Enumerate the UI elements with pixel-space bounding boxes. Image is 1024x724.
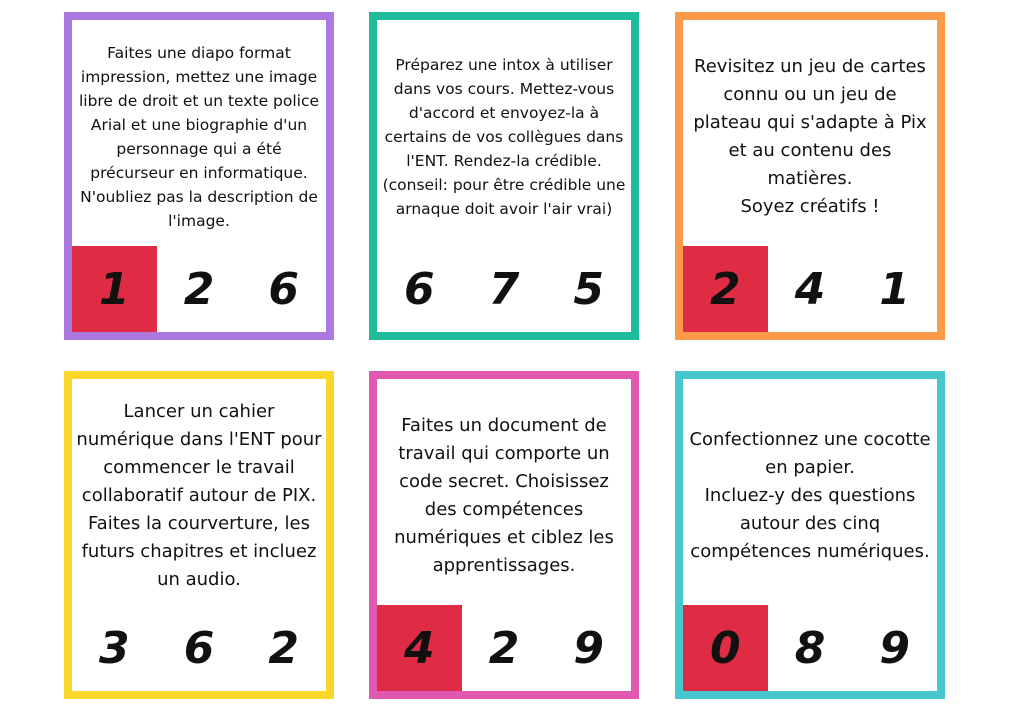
card-text-box (377, 20, 631, 254)
number-cell: 4 (768, 246, 853, 332)
number-cell: 2 (462, 605, 547, 691)
number-cell-highlighted: 2 (683, 246, 768, 332)
card-text-box (72, 20, 326, 254)
number-cell: 5 (546, 246, 631, 332)
activity-card-2 (369, 12, 639, 340)
number-cell: 8 (768, 605, 853, 691)
number-cell: 9 (546, 605, 631, 691)
card-instructions: Lancer un cahier numérique dans l'ENT pour commencer le travail collaboratif autour de PIX. Faites la courverture, les futurs chapitres et incluez un audio. (76, 401, 322, 590)
card-text-box (683, 379, 937, 613)
card-number-row (72, 605, 326, 691)
number-cell: 7 (462, 246, 547, 332)
number-cell: 9 (852, 605, 937, 691)
card-number-row (377, 605, 631, 691)
card-number-row (683, 605, 937, 691)
card-text-box (683, 20, 937, 254)
card-number-row (377, 246, 631, 332)
activity-card-1 (64, 12, 334, 340)
card-text-box (72, 379, 326, 613)
activity-card-5 (369, 371, 639, 699)
number-cell: 2 (157, 246, 242, 332)
card-number-row (72, 246, 326, 332)
number-cell: 6 (157, 605, 242, 691)
number-cell: 1 (852, 246, 937, 332)
activity-card-3 (675, 12, 945, 340)
activity-card-6 (675, 371, 945, 699)
card-instructions: Préparez une intox à utiliser dans vos cours. Mettez-vous d'accord et envoyez-la à certains de vos collègues dans l'ENT. Rendez-la crédible. (conseil: pour être crédible une arnaque doit avoir l'air vrai) (382, 56, 626, 218)
number-cell: 3 (72, 605, 157, 691)
activity-card-4 (64, 371, 334, 699)
card-instructions: Faites une diapo format impression, mettez une image libre de droit et un texte police Arial et une biographie d'un personnage qui a été précurseur en informatique. N'oubliez pas la description de l'image. (78, 44, 320, 230)
number-cell: 6 (241, 246, 326, 332)
number-cell: 6 (377, 246, 462, 332)
card-instructions: Faites un document de travail qui comporte un code secret. Choisissez des compétences numériques et ciblez les apprentissages. (394, 415, 614, 576)
number-cell-highlighted: 0 (683, 605, 768, 691)
card-instructions: Revisitez un jeu de cartes connu ou un jeu de plateau qui s'adapte à Pix et au contenu des matières. Soyez créatifs ! (693, 56, 927, 217)
number-cell-highlighted: 4 (377, 605, 462, 691)
card-number-row (683, 246, 937, 332)
number-cell-highlighted: 1 (72, 246, 157, 332)
number-cell: 2 (241, 605, 326, 691)
card-text-box (377, 379, 631, 613)
card-instructions: Confectionnez une cocotte en papier. Incluez-y des questions autour des cinq compétences numériques. (689, 429, 931, 562)
